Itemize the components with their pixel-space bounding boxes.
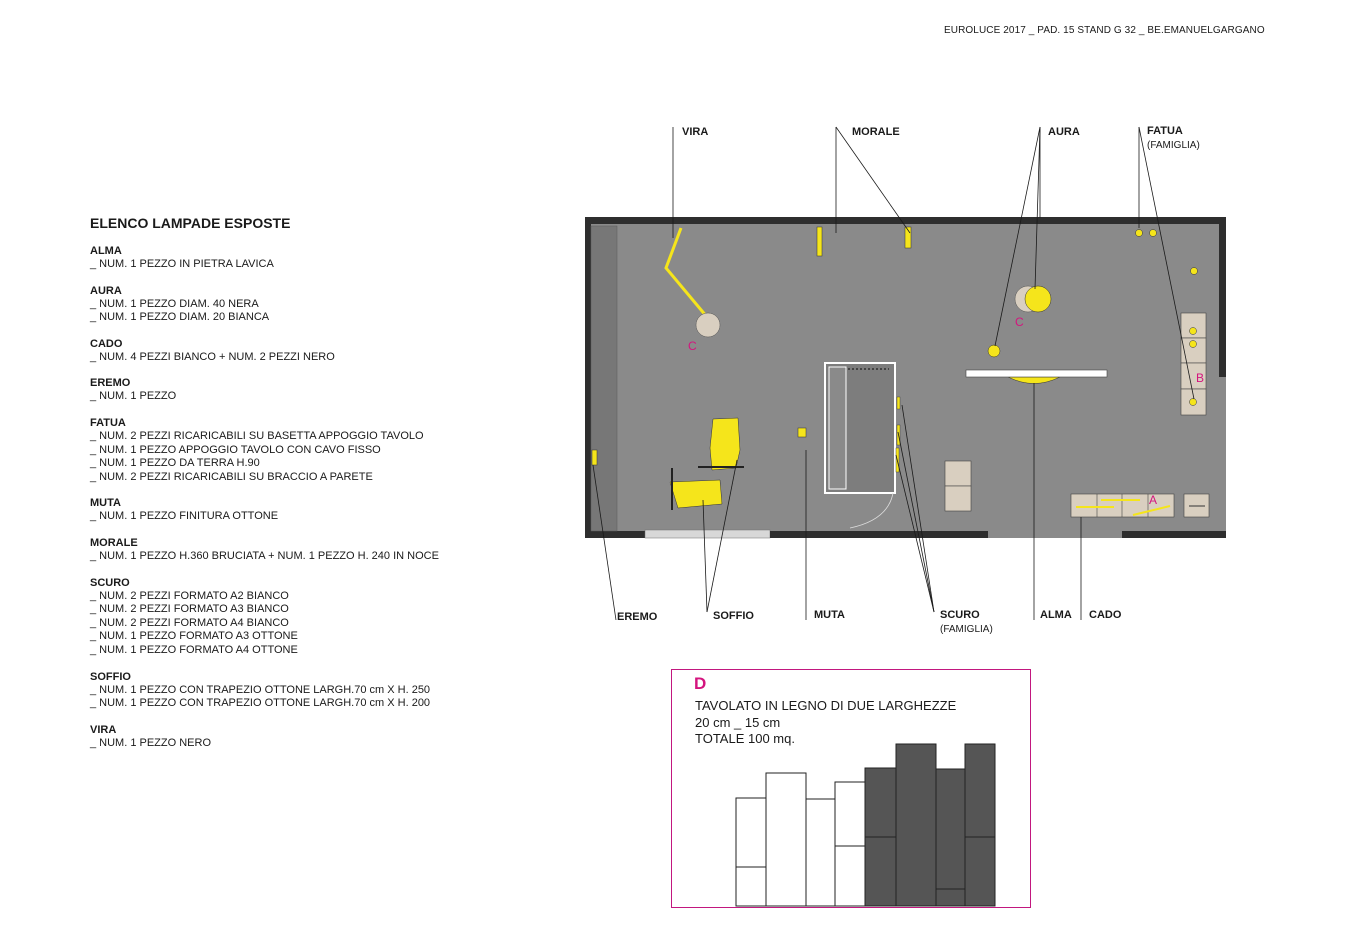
lamp-group-line: _ NUM. 1 PEZZO DIAM. 20 BIANCA xyxy=(90,311,270,324)
lamp-group-name: AURA xyxy=(90,284,122,297)
fatua-shelf-lamp-1 xyxy=(1190,328,1197,335)
label-scuro: SCURO xyxy=(940,609,980,621)
cabin-inner xyxy=(829,367,846,489)
fatua-mark: B xyxy=(1196,371,1205,385)
left-wall-panel xyxy=(591,226,617,531)
soffio-lamp-1 xyxy=(710,418,740,470)
vira-shade xyxy=(696,313,720,337)
lamp-group-name: SCURO xyxy=(90,576,130,589)
label-muta: MUTA xyxy=(814,609,845,621)
lamp-group-line: _ NUM. 1 PEZZO H.360 BRUCIATA + NUM. 1 PEZZO H. 240 IN NOCE xyxy=(90,549,439,562)
wall-bottom-mid xyxy=(770,531,988,538)
muta-lamp xyxy=(798,428,806,437)
lamp-group-line: _ NUM. 1 PEZZO FORMATO A3 OTTONE xyxy=(90,630,298,643)
wall-left xyxy=(585,217,591,538)
floor-note-line-1: TAVOLATO IN LEGNO DI DUE LARGHEZZE xyxy=(695,698,957,713)
alma-table xyxy=(966,370,1107,377)
lamp-group-name: VIRA xyxy=(90,723,117,736)
label-fatua-sub: (FAMIGLIA) xyxy=(1147,140,1200,151)
lamp-list-title: ELENCO LAMPADE ESPOSTE xyxy=(90,215,291,231)
lamp-group-line: _ NUM. 1 PEZZO CON TRAPEZIO OTTONE LARGH.70 cm X H. 200 xyxy=(90,697,431,710)
wall-top xyxy=(585,217,1226,224)
aura-small xyxy=(988,345,1000,357)
lamp-group-line: _ NUM. 1 PEZZO FORMATO A4 OTTONE xyxy=(90,643,298,656)
label-alma: ALMA xyxy=(1040,609,1072,621)
fatua-lamp-3 xyxy=(1191,268,1198,275)
lamp-group-name: FATUA xyxy=(90,416,126,429)
cabinet-2 xyxy=(945,486,971,511)
lamp-group-line: _ NUM. 2 PEZZI FORMATO A4 BIANCO xyxy=(90,616,289,629)
wall-bottom-right xyxy=(1122,531,1226,538)
lamp-group-line: _ NUM. 1 PEZZO IN PIETRA LAVICA xyxy=(90,258,274,270)
header-reference: EUROLUCE 2017 _ PAD. 15 STAND G 32 _ BE.EMANUELGARGANO xyxy=(944,25,1265,36)
lamp-group-line: _ NUM. 1 PEZZO FINITURA OTTONE xyxy=(90,510,279,523)
aura-black xyxy=(1025,286,1051,312)
soffio-lamp-2 xyxy=(670,480,722,508)
floor-note-line-2: 20 cm _ 15 cm xyxy=(695,714,781,730)
lamp-group-line: _ NUM. 1 PEZZO NERO xyxy=(90,736,212,749)
floor-note-line-3: TOTALE 100 mq. xyxy=(695,731,795,746)
floor-note-letter: D xyxy=(694,674,707,693)
fatua-lamp-2 xyxy=(1150,230,1157,237)
wall-right xyxy=(1219,217,1226,377)
lamp-group-line: _ NUM. 2 PEZZI RICARICABILI SU BASETTA APPOGGIO TAVOLO xyxy=(90,429,424,442)
fatua-shelf-lamp-3 xyxy=(1190,399,1197,406)
fatua-lamp-1 xyxy=(1136,230,1143,237)
lamp-group-name: ALMA xyxy=(90,245,122,257)
lamp-group-line: _ NUM. 1 PEZZO DA TERRA H.90 xyxy=(90,457,260,470)
lamp-group-name: EREMO xyxy=(90,377,131,390)
aura-mark: C xyxy=(1015,315,1024,329)
label-cado: CADO xyxy=(1089,609,1122,621)
morale-lamp-1 xyxy=(817,227,822,256)
lamp-group-line: _ NUM. 2 PEZZI FORMATO A3 BIANCO xyxy=(90,603,289,616)
fatua-shelf-lamp-2 xyxy=(1190,341,1197,348)
lamp-group-name: MORALE xyxy=(90,536,138,549)
lamp-group-name: SOFFIO xyxy=(90,670,131,683)
lamp-group-line: _ NUM. 1 PEZZO APPOGGIO TAVOLO CON CAVO FISSO xyxy=(90,443,381,456)
scuro-1 xyxy=(897,397,900,409)
cado-mark: A xyxy=(1149,493,1158,507)
label-vira: VIRA xyxy=(682,126,709,138)
lamp-group-line: _ NUM. 2 PEZZI FORMATO A2 BIANCO xyxy=(90,589,289,602)
label-aura: AURA xyxy=(1048,126,1080,138)
lamp-group-line: _ NUM. 4 PEZZI BIANCO + NUM. 2 PEZZI NERO xyxy=(90,350,335,363)
cado-shelf xyxy=(1071,494,1174,517)
label-scuro-sub: (FAMIGLIA) xyxy=(940,624,993,635)
lamp-group-line: _ NUM. 1 PEZZO xyxy=(90,390,177,403)
lamp-group-name: MUTA xyxy=(90,497,121,510)
lamp-group-name: CADO xyxy=(90,337,123,350)
vira-mark: C xyxy=(688,339,697,353)
label-morale: MORALE xyxy=(852,126,900,138)
entrance-threshold xyxy=(645,530,770,538)
wall-bottom-left xyxy=(585,531,645,538)
lamp-group-line: _ NUM. 1 PEZZO DIAM. 40 NERA xyxy=(90,297,259,310)
label-fatua: FATUA xyxy=(1147,125,1183,137)
eremo-lamp xyxy=(592,450,597,465)
lamp-group-line: _ NUM. 1 PEZZO CON TRAPEZIO OTTONE LARGH.70 cm X H. 250 xyxy=(90,683,431,696)
label-soffio: SOFFIO xyxy=(713,610,754,622)
floor-note-text xyxy=(695,698,956,748)
label-eremo: EREMO xyxy=(617,611,658,623)
cabinet-1 xyxy=(945,461,971,486)
lamp-group-line: _ NUM. 2 PEZZI RICARICABILI SU BRACCIO A PARETE xyxy=(90,470,373,483)
